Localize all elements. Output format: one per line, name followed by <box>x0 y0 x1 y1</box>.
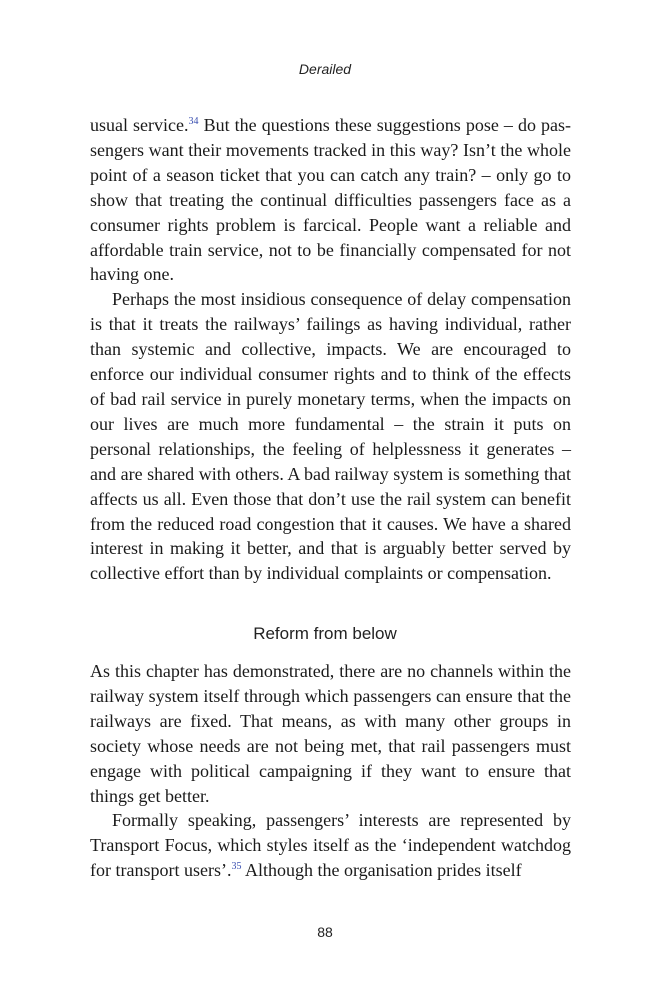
footnote-marker[interactable]: 34 <box>188 116 199 127</box>
paragraph-text: Although the organisation prides itself <box>241 860 522 881</box>
footnote-marker[interactable]: 35 <box>231 861 242 873</box>
body-text-top <box>90 113 571 586</box>
running-head: Derailed <box>298 61 352 77</box>
page-number: 88 <box>317 924 333 940</box>
paragraph: Perhaps the most insidious consequence of delay compensation is that it treats the railways’ failings as having individual, rather than systemic and collective, impacts. We are encouraged to enforce our individual consumer rights and to think of the effects of bad rail service in purely monetary terms, when the impacts on our lives are much more fundamental – the strain it puts on personal relationships, the feeling of helplessness it generates – and are shared with others. A bad railway system is something that affects us all. Even those that don’t use the rail system can benefit from the reduced road congestion that it causes. We have a shared interest in making it better, and that is arguably better served by collective effort than by individual complaints or compensation. <box>90 289 571 584</box>
paragraph-text: usual service. <box>90 115 189 135</box>
section-heading: Reform from below <box>253 624 397 643</box>
paragraph-text: Formally speaking, passengers’ interests are represented by Transport Focus, which styles itself as the ‘independent watchdog for transport users’. <box>90 810 571 881</box>
paragraph: As this chapter has demonstrated, there are no channels within the railway system itself through which passengers can ensure that the railways are fixed. That means, as with many other groups in society whose needs are not being met, that rail passengers must engage with political campaigning if they want to ensure that things get better. <box>90 661 571 806</box>
body-text-bottom <box>90 659 571 883</box>
paragraph-text: But the questions these suggestions pose – do passengers want their movements tracked in this way? Isn’t the whole point of a season ticket that you can catch any train? – only go to show that treating the continual difficulties passengers face as a consumer rights problem is farcical. People want a reliable and affordable train service, not to be financially compensated for not having one. <box>90 115 571 285</box>
paragraph <box>90 113 571 287</box>
paragraph <box>90 808 571 883</box>
